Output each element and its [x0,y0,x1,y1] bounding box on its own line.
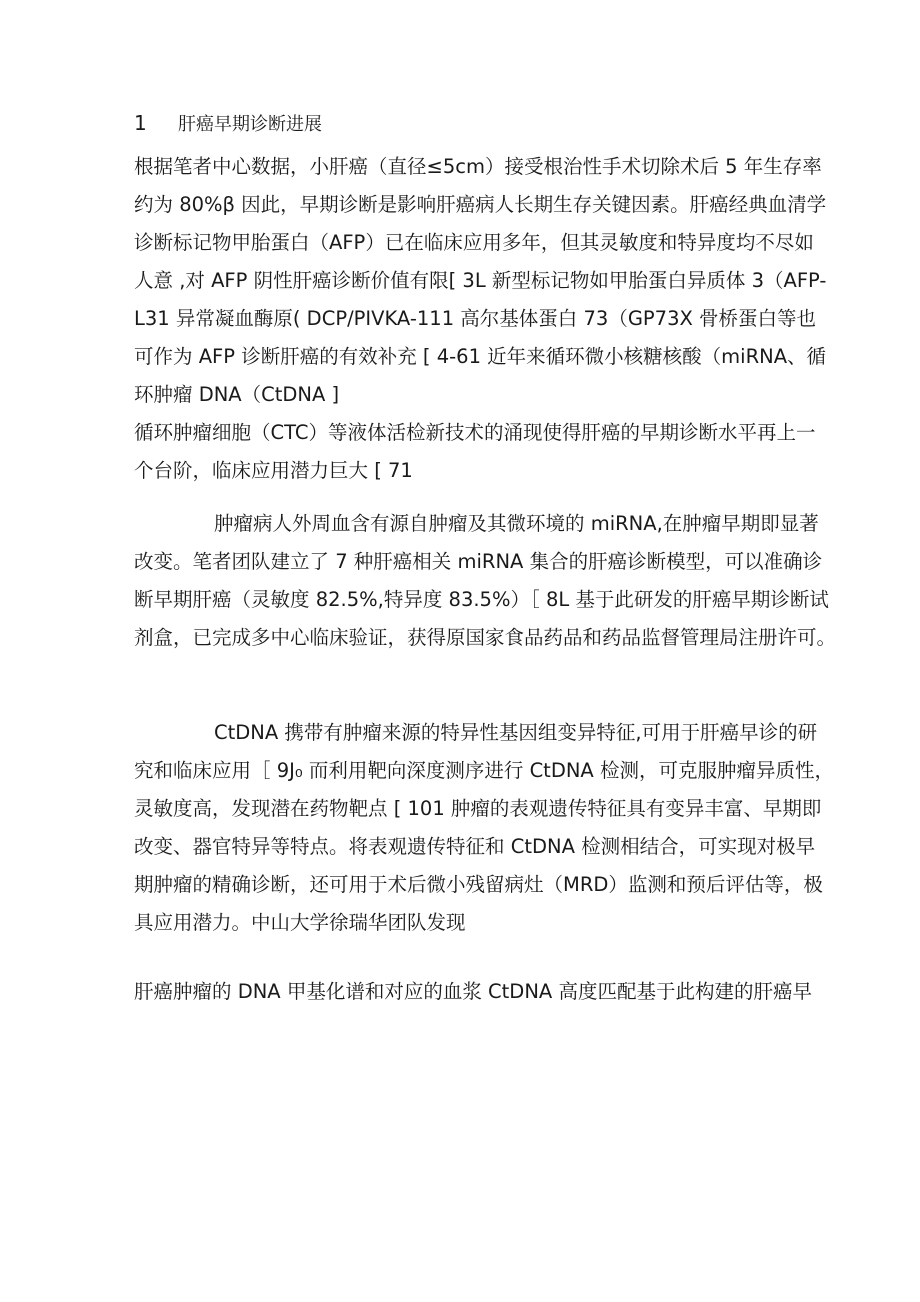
paragraph-4-line-1: CtDNA 携带有肿瘤来源的特异性基因组变异特征,可用于肝癌早诊的研 [214,721,818,744]
paragraph-1-line-5: L31 异常凝血酶原( DCP/PIVKA-111 高尔基体蛋白 73（GP73X 骨桥蛋白等也 [134,307,817,330]
paragraph-1-line-1: 根据笔者中心数据，小肝癌（直径≤5cm）接受根治性手术切除术后 5 年生存率 [134,155,822,178]
paragraph-1-line-2: 约为 80%β 因此，早期诊断是影响肝癌病人长期生存关键因素。肝癌经典血清学 [134,193,827,216]
paragraph-3-line-3: 断早期肝癌（灵敏度 82.5%,特异度 83.5%）［ 8L 基于此研发的肝癌早期诊断试 [134,588,829,611]
paragraph-3-line-2: 改变。笔者团队建立了 7 种肝癌相关 miRNA 集合的肝癌诊断模型，可以准确诊 [134,550,823,573]
paragraph-4-line-6: 具应用潜力。中山大学徐瑞华团队发现 [134,911,466,934]
paragraph-4-line-3: 灵敏度高，发现潜在药物靶点 [ 101 肿瘤的表观遗传特征具有变异丰富、早期即 [134,797,822,820]
paragraph-1-line-6: 可作为 AFP 诊断肝癌的有效补充 [ 4-61 近年来循环微小核糖核酸（miRNA、循 [134,345,827,368]
paragraph-1-line-3: 诊断标记物甲胎蛋白（AFP）已在临床应用多年，但其灵敏度和特异度均不尽如 [134,231,814,254]
paragraph-4-line-5: 期肿瘤的精确诊断，还可用于术后微小残留病灶（MRD）监测和预后评估等，极 [134,873,823,896]
paragraph-3-line-1: 肿瘤病人外周血含有源自肿瘤及其微环境的 miRNA,在肿瘤早期即显著 [214,512,819,535]
paragraph-5-line-1: 肝癌肿瘤的 DNA 甲基化谱和对应的血浆 CtDNA 高度匹配基于此构建的肝癌早 [134,980,812,1003]
section-number: 1 [134,111,147,135]
paragraph-1-line-7: 环肿瘤 DNA（CtDNA ] [134,383,340,406]
section-heading [134,108,322,140]
paragraph-1-line-4: 人意 ,对 AFP 阴性肝癌诊断价值有限[ 3L 新型标记物如甲胎蛋白异质体 3（AFP- [134,269,827,292]
paragraph-4-line-2: 究和临床应用［ 9J₀ 而利用靶向深度测序进行 CtDNA 检测，可克服肿瘤异质性， [134,759,834,782]
section-title: 肝癌早期诊断进展 [178,114,322,135]
paragraph-4-line-4: 改变、器官特异等特点。将表观遗传特征和 CtDNA 检测相结合，可实现对极早 [134,835,816,858]
paragraph-2-line-1: 循环肿瘤细胞（CTC）等液体活检新技术的涌现使得肝癌的早期诊断水平再上一 [134,421,816,444]
paragraph-2-line-2: 个台阶，临床应用潜力巨大 [ 71 [134,459,413,482]
paragraph-3-line-4: 剂盒，已完成多中心临床验证，获得原国家食品药品和药品监督管理局注册许可。 [134,626,837,649]
